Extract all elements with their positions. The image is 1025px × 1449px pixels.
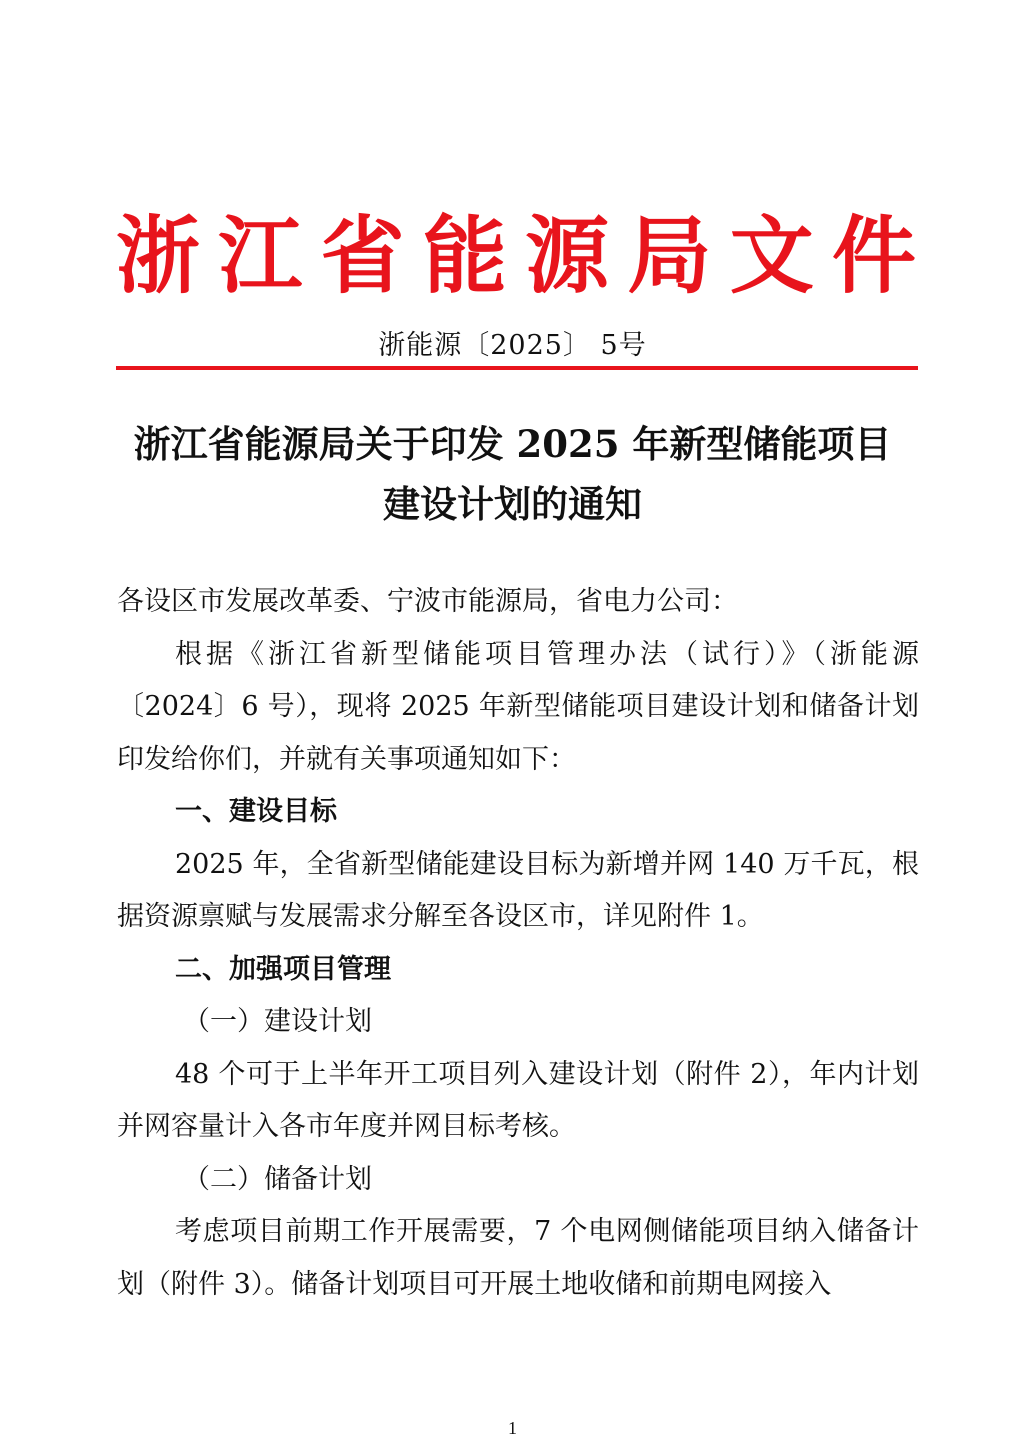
section-1-heading: 一、建设目标 [175, 796, 337, 827]
subsection-1-heading: （一）建设计划 [183, 1006, 372, 1037]
intro-paragraph: 根据《浙江省新型储能项目管理办法（试行）》（浙能源〔2024〕6 号），现将 2025 年新型储能项目建设计划和储备计划印发给你们，并就有关事项通知如下： [117, 638, 919, 775]
subsection-2-paragraph: 考虑项目前期工作开展需要，7 个电网侧储能项目纳入储备计划（附件 3）。储备计划项目可开展土地收储和前期电网接入 [117, 1216, 919, 1300]
masthead-char: 能 [422, 206, 507, 305]
document-body [117, 576, 919, 1311]
masthead-char: 江 [218, 206, 303, 305]
title-line-1: 浙江省能源局关于印发 2025 年新型储能项目 [133, 422, 892, 466]
document-number: 浙能源〔2025〕 5号 [378, 330, 647, 361]
subsection-1-paragraph: 48 个可于上半年开工项目列入建设计划（附件 2），年内计划并网容量计入各市年度并网目标考核。 [117, 1058, 919, 1142]
subsection-2-heading: （二）储备计划 [183, 1163, 372, 1195]
masthead-title [116, 196, 916, 316]
masthead-char: 文 [729, 206, 814, 305]
masthead-char: 源 [525, 206, 610, 305]
page-number: 1 [508, 1418, 517, 1438]
masthead-char: 件 [831, 206, 916, 305]
masthead-char: 局 [627, 206, 712, 305]
title-line-2: 建设计划的通知 [383, 482, 642, 526]
masthead-char: 浙 [116, 206, 201, 305]
section-1-paragraph: 2025 年，全省新型储能建设目标为新增并网 140 万千瓦，根据资源禀赋与发展需求分解至各设区市，详见附件 1。 [117, 848, 919, 932]
document-title [0, 414, 1025, 534]
masthead-char: 省 [320, 206, 405, 305]
section-2-heading: 二、加强项目管理 [175, 953, 391, 985]
salutation: 各设区市发展改革委、宁波市能源局，省电力公司： [117, 586, 738, 617]
red-divider [116, 366, 918, 370]
